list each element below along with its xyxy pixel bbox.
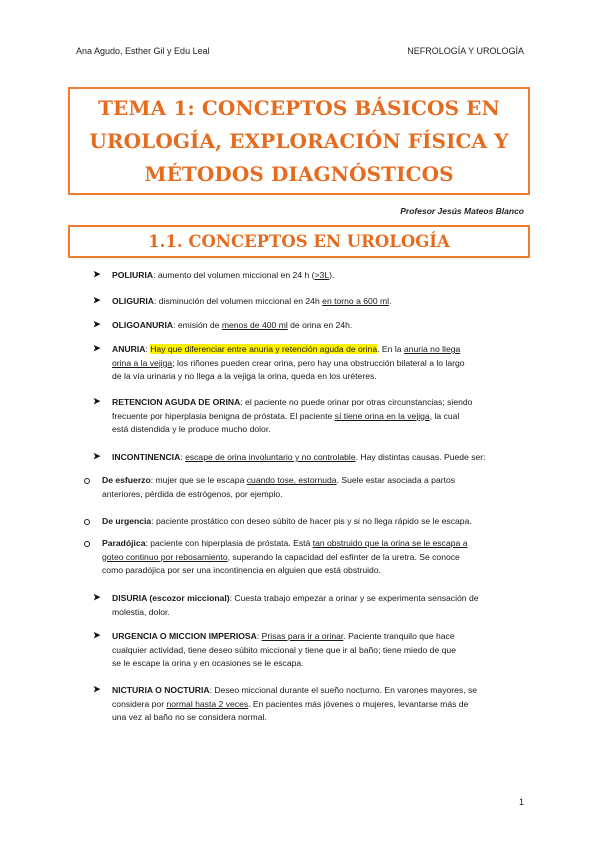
bullet-circle-icon <box>84 541 90 547</box>
bullet-arrow-icon: ➤ <box>93 295 101 305</box>
bullet-arrow-icon: ➤ <box>93 319 101 329</box>
list-item-paradojica: Paradójica: paciente con hiperplasia de próstata. Está tan obstruido que la orina se le escapa a goteo continuo por rebosamiento, superando la capacidad del esfínter de la uretra. Se conoce como paradójica por ser una incontinencia en alguien que está obstruido. <box>102 538 468 575</box>
list-item-anuria: ANURIA: Hay que diferenciar entre anuria y retención aguda de orina. En la anuria no llega orina a la vejiga; los riñones pueden crear orina, pero hay una obstrucción bilateral a lo largo de la vía urinaria y no llega a la vejiga la orina, queda en los uréteres. <box>112 344 465 381</box>
section-title: 1.1. CONCEPTOS EN UROLOGÍA <box>148 232 450 251</box>
list-item-incontinencia: INCONTINENCIA: escape de orina involuntario y no controlable. Hay distintas causas. Puede ser: <box>112 452 486 462</box>
bullet-circle-icon <box>84 478 90 484</box>
section-box <box>68 225 530 258</box>
professor-name: Profesor Jesús Mateos Blanco <box>400 206 524 216</box>
bullet-circle-icon <box>84 519 90 525</box>
bullet-arrow-icon: ➤ <box>93 343 101 353</box>
list-item-esfuerzo: De esfuerzo: mujer que se le escapa cuando tose, estornuda. Suele estar asociada a partos anteriores, pérdida de estrógenos, por ejemplo. <box>102 475 456 499</box>
list-item-oligoanuria: OLIGOANURIA: emisión de menos de 400 ml de orina en 24h. <box>112 320 353 330</box>
list-item-nicturia: NICTURIA O NOCTURIA: Deseo miccional durante el sueño nocturno. En varones mayores, se considera por normal hasta 2 veces. En pacientes más jóvenes o mujeres, levantarse más de una vez al baño no se considera normal. <box>112 685 478 722</box>
list-item-disuria: DISURIA (escozor miccional): Cuesta trabajo empezar a orinar y se experimenta sensación de molestia, dolor. <box>112 593 479 617</box>
title-box <box>68 87 530 195</box>
page-header-subject: NEFROLOGÍA Y UROLOGÍA <box>407 46 524 56</box>
list-item-urgencia: De urgencia: paciente prostático con deseo súbito de hacer pis y si no llega rápido se le escapa. <box>102 516 472 526</box>
bullet-arrow-icon: ➤ <box>93 630 101 640</box>
title-line-1: TEMA 1: CONCEPTOS BÁSICOS EN <box>98 95 500 120</box>
list-item-poliuria: POLIURIA: aumento del volumen miccional en 24 h (>3L). <box>112 270 335 280</box>
list-item-oliguria: OLIGURIA: disminución del volumen miccional en 24h en torno a 600 ml. <box>112 296 392 306</box>
bullet-arrow-icon: ➤ <box>93 396 101 406</box>
bullet-arrow-icon: ➤ <box>93 269 101 279</box>
title-line-2: UROLOGÍA, EXPLORACIÓN FÍSICA Y <box>89 128 509 153</box>
page-number: 1 <box>518 797 524 807</box>
bullet-arrow-icon: ➤ <box>93 684 101 694</box>
title-line-3: MÉTODOS DIAGNÓSTICOS <box>144 161 454 186</box>
list-item-urgencia-miccion: URGENCIA O MICCION IMPERIOSA: Prisas para ir a orinar. Paciente tranquilo que hace cualquier actividad, tiene deseo súbito miccional y tiene que ir al baño; tiene miedo de que se le escape la orina y en ocasiones se le escapa. <box>112 631 456 668</box>
page-header-authors: Ana Agudo, Esther Gil y Edu Leal <box>76 46 210 56</box>
bullet-arrow-icon: ➤ <box>93 451 101 461</box>
bullet-arrow-icon: ➤ <box>93 592 101 602</box>
list-item-retencion: RETENCION AGUDA DE ORINA: el paciente no puede orinar por otras circunstancias; siendo frecuente por hiperplasia benigna de próstata. El paciente sí tiene orina en la vejiga, la cual está distendida y le produce mucho dolor. <box>112 397 473 434</box>
